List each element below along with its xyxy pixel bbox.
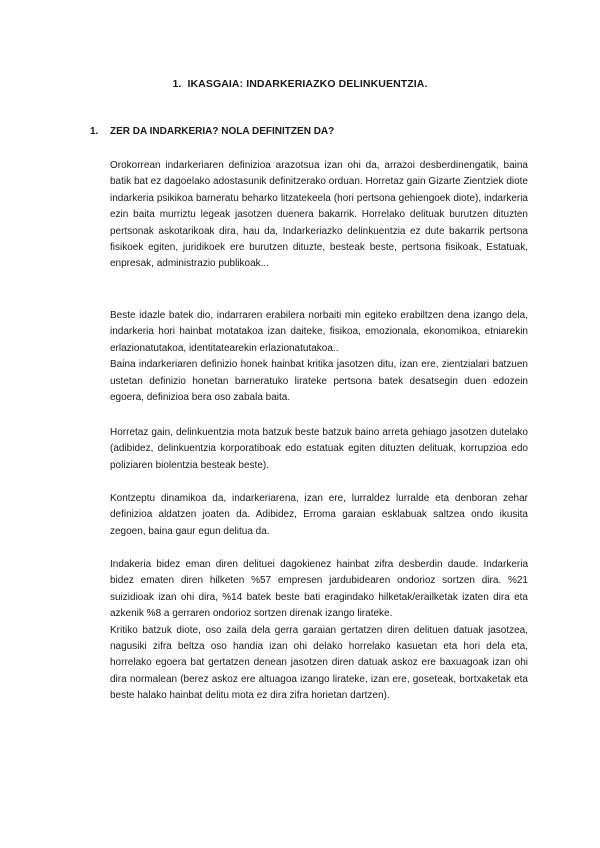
section-number: 1. <box>90 126 99 137</box>
paragraph-critics: Kritiko batzuk diote, oso zaila dela gerra garaian gertatzen diren delituen datuak jasotzea, nagusiki zifra beltza oso handia izan ohi delako horrelako kasuetan eta hori dela eta, horrelako egoera bat gertatzen denean jasotzen diren datuak askoz ere baxuagoak izan ohi dira normalean (berez askoz ere altuagoa izango lirateke, izan ere, goseteak, bortxaketak eta beste halako hainbat delitu mota ez dira zifra horietan dartzen). <box>110 624 528 702</box>
section-heading <box>90 126 334 137</box>
section-heading-text: ZER DA INDARKERIA? NOLA DEFINITZEN DA? <box>110 126 335 137</box>
body-block-5 <box>110 557 528 705</box>
body-block-2 <box>110 308 528 406</box>
body-block-1 <box>110 158 528 273</box>
paragraph-criticism: Baina indarkeriaren definizio honek hainbat kritika jasotzen ditu, izan ere, zientzialari batzuen ustetan definizio honetan barneratuko lirateke pertsona batek desatsegin duen edozein egoera, definizioa bera oso zabala baita. <box>110 359 528 404</box>
body-block-4 <box>110 491 528 540</box>
paragraph-definition: Orokorrean indarkeriaren definizioa arazotsua izan ohi da, arrazoi desberdinengatik, baina batik bat ez dagoelako adostasunik definitzerako orduan. Horretaz gain Gizarte Zientziek diote indarkeria psikikoa barneratu beharko litzatekeela (hori pertsona gehiengoek diote), indarkeria ezin baita murriztu legeak jasotzen duenera bakarrik. Horrelako delituak burutzen dituzten pertsonak askotarikoak dira, hau da, Indarkeriazko delinkuentzia ez dute bakarrik pertsona fisikoek egiten, juridikoek ere burutzen dituzte, besteak beste, pertsona fisikoak, Estatuak, enpresak, administrazio publikoak... <box>110 160 528 270</box>
title-text: IKASGAIA: INDARKERIAZKO DELINKUENTZIA. <box>187 78 428 90</box>
paragraph-figures: Indakeria bidez eman diren delituei dagokienez hainbat zifra desberdin daude. Indarkeria bidez ematen diren hilketen %57 empresen jardubidearen ondorioz sortzen dira. %21 suizidioak izan ohi dira, %14 batek beste bati eragindako hilketak/erailketak izaten dira eta azkenik %8 a gerraren ondorioz sortzen direnak izango lirateke. <box>110 559 528 620</box>
paragraph-dynamic-concept: Kontzeptu dinamikoa da, indarkeriarena, izan ere, lurraldez lurralde eta denboran zehar definizioa aldatzen joaten da. Adibidez, Erroma garaian esklabuak saltzea ondo ikusita zegoen, baina gaur egun delitua da. <box>110 493 528 537</box>
title-number: 1. <box>172 78 182 90</box>
document-title <box>0 78 600 90</box>
paragraph-crime-types: Horretaz gain, delinkuentzia mota batzuk beste batzuk baino arreta gehiago jasotzen dutelako (adibidez, delinkuentzia korporatiboak edo estatuak egiten dituzten delituak, korrupzioa edo poliziaren biolentzia besteak beste). <box>110 427 528 471</box>
body-block-3 <box>110 425 528 474</box>
paragraph-other-author: Beste idazle batek dio, indarraren erabilera norbaiti min egiteko erabiltzen dena izango dela, indarkeria hori hainbat motatakoa izan daiteke, fisikoa, emozionala, ekonomikoa, etniarekin erlazionatutakoa, identitatearekin erlazionatutakoa.. <box>110 310 528 354</box>
